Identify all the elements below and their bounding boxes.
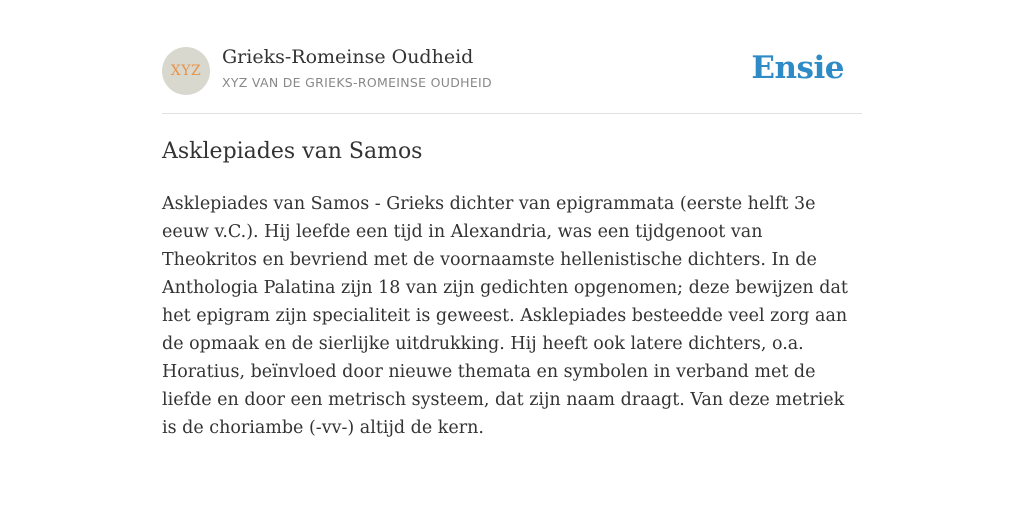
- avatar[interactable]: [162, 47, 210, 95]
- divider: [162, 113, 862, 114]
- article-body: Asklepiades van Samos - Grieks dichter van epigrammata (eerste helft 3e eeuw v.C.). Hij leefde een tijd in Alexandria, was een tijdgenoot van Theokritos en bevriend met de voornaamste hellenistische dichters. In de Anthologia Palatina zijn 18 van zijn gedichten opgenomen; deze bewijzen dat het epigram zijn specialiteit is geweest. Asklepiades besteedde veel zorg aan de opmaak en de sierlijke uitdrukking. Hij heeft ook latere dichters, o.a. Horatius, beïnvloed door nieuwe themata en symbolen in verband met de liefde en door een metrisch systeem, dat zijn naam draagt. Van deze metriek is de choriambe (-vv-) altijd de kern.: [162, 194, 848, 438]
- site-subtitle: XYZ VAN DE GRIEKS-ROMEINSE OUDHEID: [222, 75, 492, 90]
- article-title: Asklepiades van Samos: [162, 139, 423, 164]
- site-title[interactable]: Grieks-Romeinse Oudheid: [222, 46, 474, 68]
- header: [162, 46, 862, 96]
- brand-logo[interactable]: Ensie: [751, 50, 844, 86]
- avatar-text: XYZ: [170, 63, 202, 79]
